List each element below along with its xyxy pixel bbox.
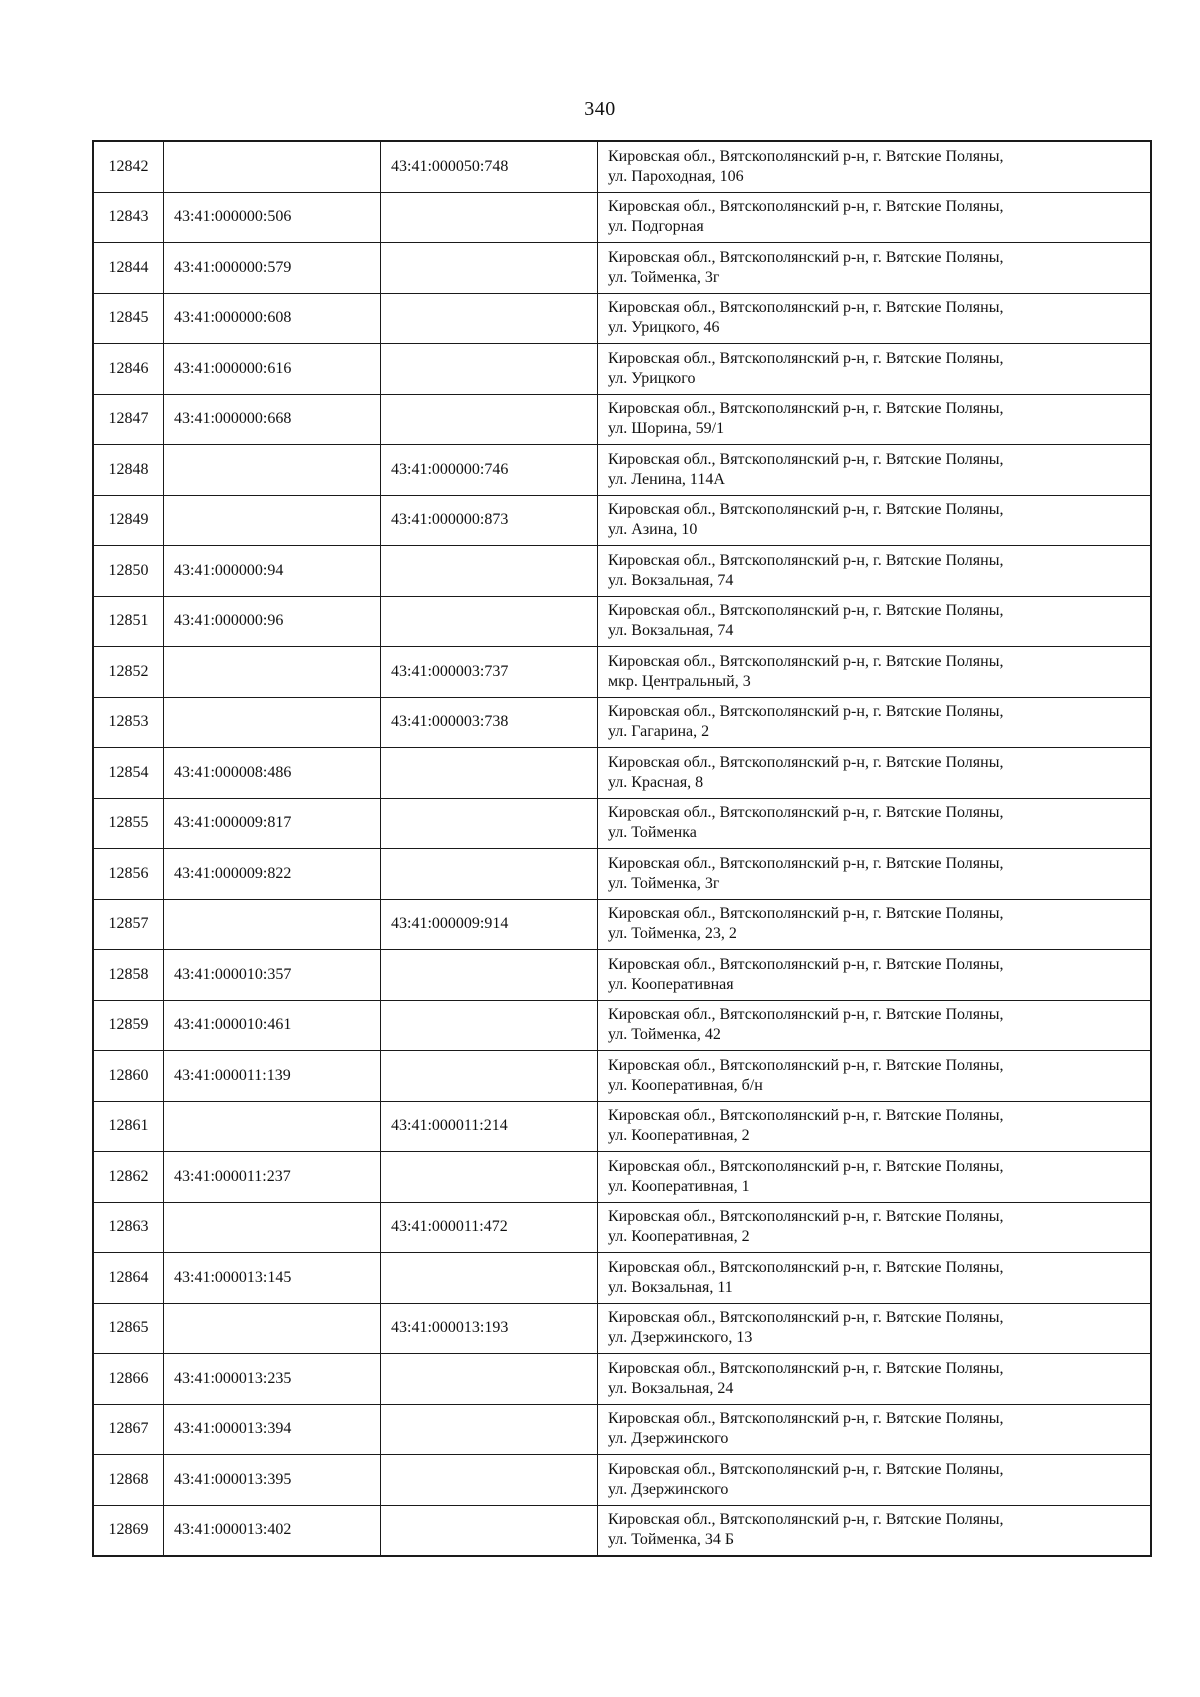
address-line-street: ул. Вокзальная, 24 — [608, 1379, 734, 1397]
building-cadastral-number-cell: 43:41:000050:748 — [381, 141, 598, 192]
building-cadastral-number-cell — [381, 596, 598, 647]
table-row — [93, 344, 1151, 395]
cadastral-number-cell: 43:41:000013:145 — [164, 1253, 381, 1304]
cadastral-number-cell — [164, 495, 381, 546]
cadastral-number-cell — [164, 647, 381, 698]
address-line-region: Кировская обл., Вятскополянский р-н, г. Вятские Поляны, — [608, 450, 1004, 468]
address-line-region: Кировская обл., Вятскополянский р-н, г. Вятские Поляны, — [608, 1359, 1004, 1377]
address-line-region: Кировская обл., Вятскополянский р-н, г. Вятские Поляны, — [608, 905, 1004, 923]
building-cadastral-number-cell — [381, 1354, 598, 1405]
address-cell — [598, 546, 1152, 597]
building-cadastral-number-cell: 43:41:000011:472 — [381, 1202, 598, 1253]
row-number-cell: 12865 — [93, 1303, 164, 1354]
address-line-street: ул. Ленина, 114А — [608, 470, 725, 488]
address-line-street: ул. Подгорная — [608, 218, 704, 236]
cadastral-number-cell: 43:41:000000:96 — [164, 596, 381, 647]
address-line-street: ул. Пароходная, 106 — [608, 167, 744, 185]
table-row — [93, 647, 1151, 698]
building-cadastral-number-cell: 43:41:000009:914 — [381, 899, 598, 950]
address-line-street: ул. Шорина, 59/1 — [608, 420, 725, 438]
table-row — [93, 445, 1151, 496]
address-cell — [598, 1152, 1152, 1203]
address-line-region: Кировская обл., Вятскополянский р-н, г. Вятские Поляны, — [608, 1006, 1004, 1024]
address-cell — [598, 798, 1152, 849]
address-line-street: ул. Вокзальная, 74 — [608, 622, 734, 640]
building-cadastral-number-cell: 43:41:000013:193 — [381, 1303, 598, 1354]
address-line-region: Кировская обл., Вятскополянский р-н, г. Вятские Поляны, — [608, 147, 1004, 165]
building-cadastral-number-cell — [381, 1455, 598, 1506]
building-cadastral-number-cell — [381, 798, 598, 849]
table-row — [93, 849, 1151, 900]
address-cell — [598, 1404, 1152, 1455]
address-line-region: Кировская обл., Вятскополянский р-н, г. Вятские Поляны, — [608, 955, 1004, 973]
cadastral-number-cell: 43:41:000013:235 — [164, 1354, 381, 1405]
table-row — [93, 748, 1151, 799]
cadastral-number-cell: 43:41:000000:506 — [164, 192, 381, 243]
building-cadastral-number-cell — [381, 344, 598, 395]
building-cadastral-number-cell — [381, 1152, 598, 1203]
address-line-street: ул. Кооперативная, 2 — [608, 1127, 750, 1145]
cadastral-number-cell — [164, 697, 381, 748]
registry-table-body — [93, 141, 1151, 1556]
address-line-region: Кировская обл., Вятскополянский р-н, г. Вятские Поляны, — [608, 703, 1004, 721]
row-number-cell: 12869 — [93, 1505, 164, 1556]
registry-table — [92, 140, 1152, 1557]
address-line-street: ул. Тойменка — [608, 824, 697, 842]
cadastral-number-cell: 43:41:000013:395 — [164, 1455, 381, 1506]
table-row — [93, 495, 1151, 546]
row-number-cell: 12847 — [93, 394, 164, 445]
cadastral-number-cell: 43:41:000009:817 — [164, 798, 381, 849]
address-cell — [598, 1303, 1152, 1354]
building-cadastral-number-cell — [381, 243, 598, 294]
cadastral-number-cell: 43:41:000000:608 — [164, 293, 381, 344]
address-line-region: Кировская обл., Вятскополянский р-н, г. Вятские Поляны, — [608, 854, 1004, 872]
address-line-street: ул. Вокзальная, 74 — [608, 571, 734, 589]
cadastral-number-cell: 43:41:000013:394 — [164, 1404, 381, 1455]
row-number-cell: 12864 — [93, 1253, 164, 1304]
cadastral-number-cell: 43:41:000000:616 — [164, 344, 381, 395]
cadastral-number-cell — [164, 1202, 381, 1253]
address-cell — [598, 1505, 1152, 1556]
table-row — [93, 1000, 1151, 1051]
table-row — [93, 950, 1151, 1001]
row-number-cell: 12843 — [93, 192, 164, 243]
address-line-region: Кировская обл., Вятскополянский р-н, г. Вятские Поляны, — [608, 1460, 1004, 1478]
address-line-street: ул. Тойменка, 23, 2 — [608, 925, 737, 943]
address-cell — [598, 697, 1152, 748]
address-line-street: ул. Дзержинского — [608, 1430, 729, 1448]
row-number-cell: 12867 — [93, 1404, 164, 1455]
address-cell — [598, 1202, 1152, 1253]
address-cell — [598, 293, 1152, 344]
address-cell — [598, 950, 1152, 1001]
address-line-region: Кировская обл., Вятскополянский р-н, г. Вятские Поляны, — [608, 501, 1004, 519]
row-number-cell: 12845 — [93, 293, 164, 344]
cadastral-number-cell: 43:41:000000:94 — [164, 546, 381, 597]
row-number-cell: 12848 — [93, 445, 164, 496]
row-number-cell: 12859 — [93, 1000, 164, 1051]
address-cell — [598, 899, 1152, 950]
address-line-street: мкр. Центральный, 3 — [608, 672, 751, 690]
address-line-street: ул. Тойменка, 3г — [608, 874, 720, 892]
table-row — [93, 899, 1151, 950]
address-line-street: ул. Азина, 10 — [608, 521, 698, 539]
table-row — [93, 1152, 1151, 1203]
building-cadastral-number-cell — [381, 546, 598, 597]
building-cadastral-number-cell — [381, 849, 598, 900]
table-row — [93, 1505, 1151, 1556]
address-line-region: Кировская обл., Вятскополянский р-н, г. Вятские Поляны, — [608, 248, 1004, 266]
table-row — [93, 798, 1151, 849]
address-line-street: ул. Вокзальная, 11 — [608, 1278, 733, 1296]
cadastral-number-cell: 43:41:000010:461 — [164, 1000, 381, 1051]
row-number-cell: 12857 — [93, 899, 164, 950]
address-line-street: ул. Урицкого, 46 — [608, 319, 720, 337]
building-cadastral-number-cell — [381, 293, 598, 344]
row-number-cell: 12854 — [93, 748, 164, 799]
address-line-street: ул. Дзержинского — [608, 1480, 729, 1498]
cadastral-number-cell — [164, 141, 381, 192]
row-number-cell: 12863 — [93, 1202, 164, 1253]
address-line-region: Кировская обл., Вятскополянский р-н, г. Вятские Поляны, — [608, 602, 1004, 620]
row-number-cell: 12856 — [93, 849, 164, 900]
row-number-cell: 12862 — [93, 1152, 164, 1203]
address-line-region: Кировская обл., Вятскополянский р-н, г. Вятские Поляны, — [608, 1056, 1004, 1074]
cadastral-number-cell: 43:41:000008:486 — [164, 748, 381, 799]
table-row — [93, 192, 1151, 243]
address-line-region: Кировская обл., Вятскополянский р-н, г. Вятские Поляны, — [608, 1410, 1004, 1428]
row-number-cell: 12849 — [93, 495, 164, 546]
table-row — [93, 1051, 1151, 1102]
address-line-region: Кировская обл., Вятскополянский р-н, г. Вятские Поляны, — [608, 349, 1004, 367]
address-line-street: ул. Тойменка, 42 — [608, 1026, 721, 1044]
address-line-region: Кировская обл., Вятскополянский р-н, г. Вятские Поляны, — [608, 1208, 1004, 1226]
address-cell — [598, 849, 1152, 900]
table-row — [93, 1101, 1151, 1152]
cadastral-number-cell: 43:41:000010:357 — [164, 950, 381, 1001]
address-line-region: Кировская обл., Вятскополянский р-н, г. Вятские Поляны, — [608, 198, 1004, 216]
building-cadastral-number-cell — [381, 748, 598, 799]
address-cell — [598, 192, 1152, 243]
table-row — [93, 1303, 1151, 1354]
address-line-region: Кировская обл., Вятскополянский р-н, г. Вятские Поляны, — [608, 400, 1004, 418]
address-cell — [598, 344, 1152, 395]
address-line-street: ул. Тойменка, 3г — [608, 268, 720, 286]
address-cell — [598, 243, 1152, 294]
row-number-cell: 12868 — [93, 1455, 164, 1506]
address-line-region: Кировская обл., Вятскополянский р-н, г. Вятские Поляны, — [608, 804, 1004, 822]
address-line-street: ул. Кооперативная, 2 — [608, 1228, 750, 1246]
address-cell — [598, 495, 1152, 546]
address-cell — [598, 596, 1152, 647]
address-line-region: Кировская обл., Вятскополянский р-н, г. Вятские Поляны, — [608, 753, 1004, 771]
address-line-street: ул. Тойменка, 34 Б — [608, 1531, 735, 1549]
address-line-street: ул. Урицкого — [608, 369, 696, 387]
row-number-cell: 12850 — [93, 546, 164, 597]
row-number-cell: 12853 — [93, 697, 164, 748]
building-cadastral-number-cell: 43:41:000000:873 — [381, 495, 598, 546]
row-number-cell: 12855 — [93, 798, 164, 849]
address-line-region: Кировская обл., Вятскополянский р-н, г. Вятские Поляны, — [608, 1107, 1004, 1125]
building-cadastral-number-cell — [381, 1253, 598, 1304]
address-line-region: Кировская обл., Вятскополянский р-н, г. Вятские Поляны, — [608, 1157, 1004, 1175]
table-row — [93, 697, 1151, 748]
address-line-region: Кировская обл., Вятскополянский р-н, г. Вятские Поляны, — [608, 1309, 1004, 1327]
table-row — [93, 141, 1151, 192]
building-cadastral-number-cell — [381, 394, 598, 445]
table-row — [93, 1354, 1151, 1405]
cadastral-number-cell — [164, 1101, 381, 1152]
building-cadastral-number-cell — [381, 1000, 598, 1051]
address-line-region: Кировская обл., Вятскополянский р-н, г. Вятские Поляны, — [608, 1511, 1004, 1529]
table-row — [93, 1253, 1151, 1304]
table-row — [93, 1202, 1151, 1253]
address-cell — [598, 394, 1152, 445]
building-cadastral-number-cell: 43:41:000003:738 — [381, 697, 598, 748]
building-cadastral-number-cell: 43:41:000000:746 — [381, 445, 598, 496]
table-row — [93, 394, 1151, 445]
address-cell — [598, 1354, 1152, 1405]
row-number-cell: 12844 — [93, 243, 164, 294]
address-line-street: ул. Кооперативная, 1 — [608, 1177, 750, 1195]
address-cell — [598, 1101, 1152, 1152]
row-number-cell: 12846 — [93, 344, 164, 395]
address-cell — [598, 1051, 1152, 1102]
cadastral-number-cell: 43:41:000013:402 — [164, 1505, 381, 1556]
address-line-region: Кировская обл., Вятскополянский р-н, г. Вятские Поляны, — [608, 1258, 1004, 1276]
row-number-cell: 12851 — [93, 596, 164, 647]
address-line-street: ул. Дзержинского, 13 — [608, 1329, 753, 1347]
row-number-cell: 12842 — [93, 141, 164, 192]
row-number-cell: 12858 — [93, 950, 164, 1001]
cadastral-number-cell: 43:41:000011:237 — [164, 1152, 381, 1203]
row-number-cell: 12860 — [93, 1051, 164, 1102]
building-cadastral-number-cell — [381, 1404, 598, 1455]
cadastral-number-cell — [164, 1303, 381, 1354]
table-row — [93, 546, 1151, 597]
row-number-cell: 12852 — [93, 647, 164, 698]
cadastral-number-cell: 43:41:000009:822 — [164, 849, 381, 900]
table-row — [93, 243, 1151, 294]
address-line-street: ул. Красная, 8 — [608, 773, 704, 791]
address-line-street: ул. Кооперативная — [608, 975, 734, 993]
table-row — [93, 1455, 1151, 1506]
cadastral-number-cell: 43:41:000011:139 — [164, 1051, 381, 1102]
row-number-cell: 12861 — [93, 1101, 164, 1152]
building-cadastral-number-cell: 43:41:000003:737 — [381, 647, 598, 698]
address-cell — [598, 141, 1152, 192]
table-row — [93, 293, 1151, 344]
address-cell — [598, 1000, 1152, 1051]
address-line-street: ул. Кооперативная, б/н — [608, 1076, 763, 1094]
address-cell — [598, 748, 1152, 799]
cadastral-number-cell — [164, 445, 381, 496]
building-cadastral-number-cell — [381, 950, 598, 1001]
address-cell — [598, 1455, 1152, 1506]
table-row — [93, 596, 1151, 647]
cadastral-number-cell: 43:41:000000:668 — [164, 394, 381, 445]
address-line-region: Кировская обл., Вятскополянский р-н, г. Вятские Поляны, — [608, 652, 1004, 670]
address-line-region: Кировская обл., Вятскополянский р-н, г. Вятские Поляны, — [608, 299, 1004, 317]
building-cadastral-number-cell — [381, 1505, 598, 1556]
page-number: 340 — [584, 98, 616, 120]
building-cadastral-number-cell — [381, 1051, 598, 1102]
address-line-region: Кировская обл., Вятскополянский р-н, г. Вятские Поляны, — [608, 551, 1004, 569]
row-number-cell: 12866 — [93, 1354, 164, 1405]
cadastral-number-cell: 43:41:000000:579 — [164, 243, 381, 294]
address-line-street: ул. Гагарина, 2 — [608, 723, 710, 741]
cadastral-number-cell — [164, 899, 381, 950]
address-cell — [598, 1253, 1152, 1304]
building-cadastral-number-cell: 43:41:000011:214 — [381, 1101, 598, 1152]
address-cell — [598, 647, 1152, 698]
address-cell — [598, 445, 1152, 496]
table-row — [93, 1404, 1151, 1455]
building-cadastral-number-cell — [381, 192, 598, 243]
